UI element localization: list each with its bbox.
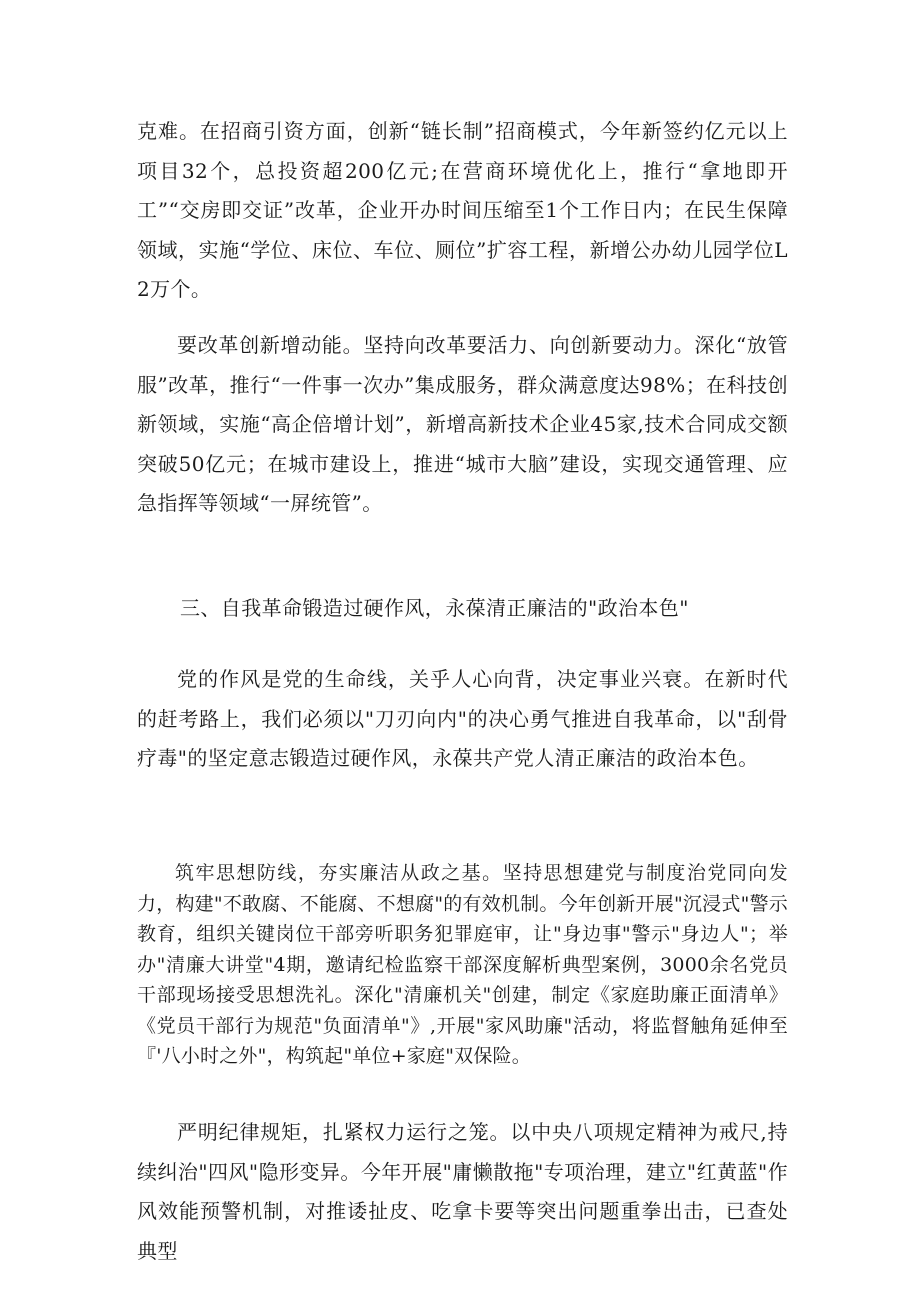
paragraph-discipline-rules: 严明纪律规矩，扎紧权力运行之笼。以中央八项规定精神为戒尺,持续纠治"四风"隐形变异。今年开展"庸懒散拖"专项治理，建立"红黄蓝"作风效能预警机制，对推诿扯皮、吃拿卡要等突出问题重拳出击，已查处典型 (137, 1120, 788, 1263)
paragraph-ideological-defense: 筑牢思想防线，夯实廉洁从政之基。坚持思想建党与制度治党同向发力，构建"不敢腐、不能腐、不想腐"的有效机制。今年创新开展"沉浸式"警示教育，组织关键岗位干部旁听职务犯罪庭审，让"身边事"警示"身边人"；举办"清廉大讲堂"4期，邀请纪检监察干部深度解析典型案例，3000余名党员干部现场接受思想洗礼。深化"清廉机关"创建，制定《家庭助廉正面清单》《党员干部行为规范"负面清单"》,开展"家风助廉"活动，将监督触角延伸至『'八小时之外"，构筑起"单位+家庭"双保险。 (137, 862, 788, 1067)
paragraph-reform-innovation: 要改革创新增动能。坚持向改革要活力、向创新要动力。深化“放管服”改革，推行“一件事一次办”集成服务，群众满意度达98%；在科技创新领域，实施“高企倍增计划”，新增高新技术企业45家,技术合同成交额突破50亿元；在城市建设上，推进“城市大脑”建设，实现交通管理、应急指挥等领域“一屏统管”。 (137, 333, 788, 515)
paragraph-continuation: 克难。在招商引资方面，创新“链长制”招商模式，今年新签约亿元以上项目32个，总投资超200亿元;在营商环境优化上，推行“拿地即开工”“交房即交证”改革，企业开办时间压缩至1个工作日内；在民生保障领域，实施“学位、床位、车位、厕位”扩容工程，新增公办幼儿园学位L2万个。 (137, 119, 788, 301)
paragraph-party-style: 党的作风是党的生命线，关乎人心向背，决定事业兴衰。在新时代的赶考路上，我们必须以"刀刃向内"的决心勇气推进自我革命，以"刮骨疗毒"的坚定意志锻造过硬作风，永葆共产党人清正廉洁的政治本色。 (137, 667, 788, 770)
section-heading-three: 三、自我革命锻造过硬作风，永葆清正廉洁的"政治本色" (180, 596, 689, 620)
